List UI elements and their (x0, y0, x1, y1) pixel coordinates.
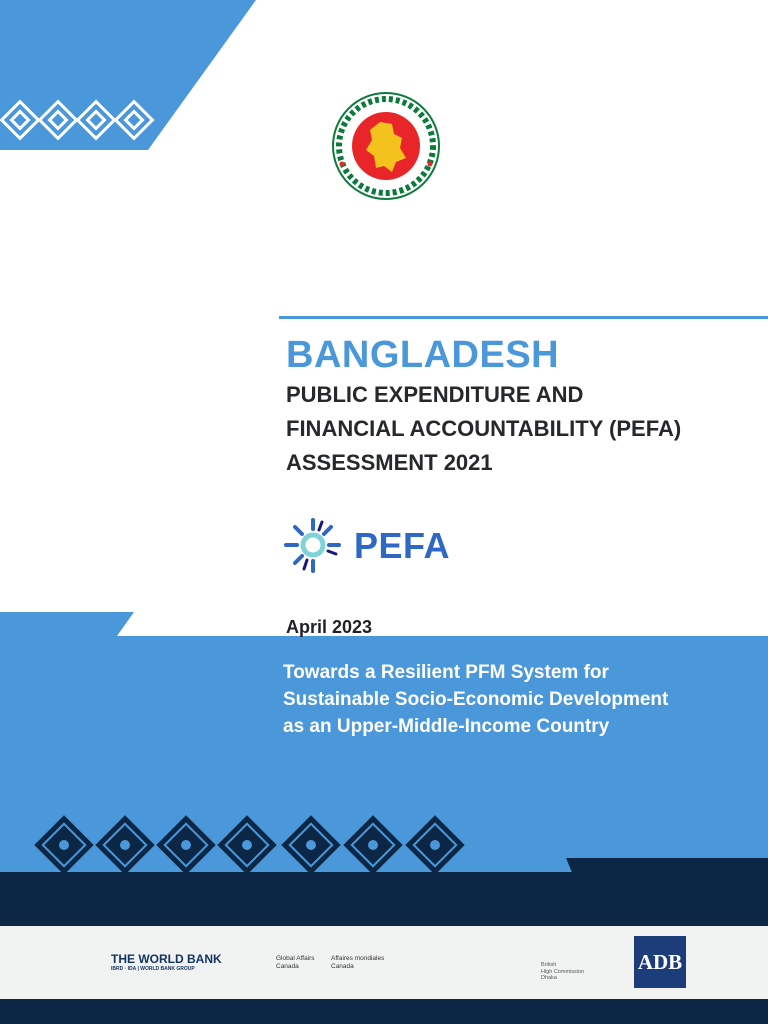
report-tagline (283, 659, 668, 740)
world-bank-logo-subtext: IBRD · IDA | WORLD BANK GROUP (111, 966, 195, 972)
bhc-line: British (541, 962, 557, 968)
navy-tab (566, 858, 768, 916)
ca-en-line: Canada (276, 963, 299, 970)
tagline-line: Sustainable Socio-Economic Development (283, 689, 669, 710)
british-high-commission-text (541, 962, 595, 982)
subtitle-line: PUBLIC EXPENDITURE AND (286, 382, 584, 407)
global-affairs-canada-en (276, 955, 324, 971)
world-bank-logo-text: THE WORLD BANK (111, 952, 222, 966)
pefa-logo-text: PEFA (354, 525, 451, 566)
pefa-logo-icon (286, 520, 339, 571)
report-subtitle (286, 378, 681, 480)
adb-logo: ADB (634, 936, 686, 988)
tagline-line: as an Upper-Middle-Income Country (283, 716, 610, 737)
global-affairs-canada-fr (331, 955, 391, 971)
publication-date: April 2023 (286, 617, 373, 637)
ca-en-line: Global Affairs (276, 955, 315, 962)
ca-fr-line: Affaires mondiales (331, 955, 385, 962)
subtitle-line: ASSESSMENT 2021 (286, 450, 493, 475)
tagline-line: Towards a Resilient PFM System for (283, 662, 609, 683)
bhc-line: High Commission (541, 968, 585, 975)
bottom-bar (0, 999, 768, 1024)
bhc-line: Dhaka (541, 975, 557, 981)
country-title: BANGLADESH (286, 334, 560, 376)
subtitle-line: FINANCIAL ACCOUNTABILITY (PEFA) (286, 416, 682, 441)
top-left-banner (0, 0, 256, 150)
bangladesh-government-seal-icon (333, 93, 439, 199)
ca-fr-line: Canada (331, 963, 354, 970)
title-rule (279, 316, 768, 319)
